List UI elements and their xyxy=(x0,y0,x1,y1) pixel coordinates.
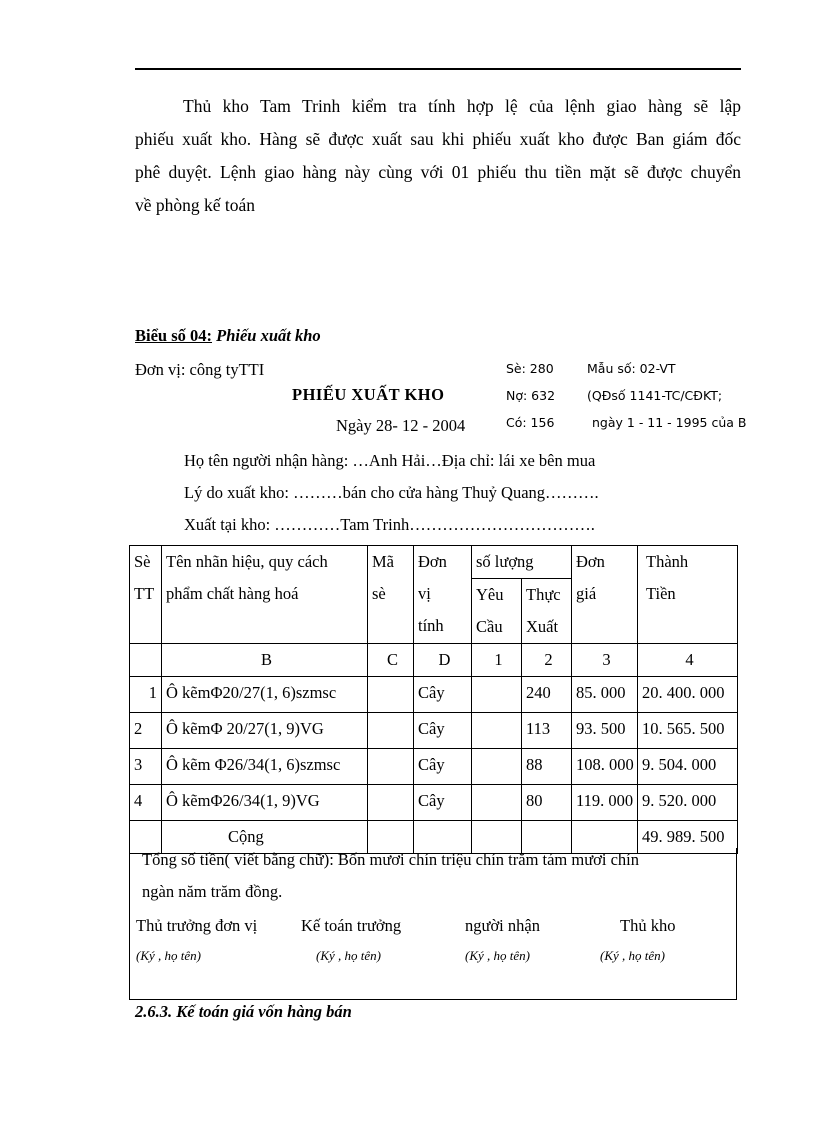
th-price: Đơn giá xyxy=(572,546,638,644)
cell-code xyxy=(368,713,414,749)
index-cell: C xyxy=(368,644,414,677)
table-row xyxy=(130,713,738,749)
cell-price: 108. 000 xyxy=(572,749,638,785)
th-code: Mã sè xyxy=(368,546,414,644)
decision-date: ngày 1 - 11 - 1995 của B xyxy=(592,415,747,430)
cell-qty-requested xyxy=(472,713,522,749)
index-cell: 1 xyxy=(472,644,522,677)
index-cell xyxy=(130,644,162,677)
th-qty-actual: Thực Xuất xyxy=(522,579,572,644)
cell-unit: Cây xyxy=(414,677,472,713)
caption-title: Phiếu xuất kho xyxy=(216,326,321,345)
table-row xyxy=(130,785,738,821)
form-code: Mẫu số: 02-VT xyxy=(587,361,676,376)
cell-qty-actual: 113 xyxy=(522,713,572,749)
index-cell: B xyxy=(162,644,368,677)
debit-account: Nợ: 632 xyxy=(506,388,556,403)
caption-label: Biểu số 04: xyxy=(135,326,213,345)
reason-line: Lý do xuất kho: ………bán cho cửa hàng Thuỷ Quang………. xyxy=(184,483,599,502)
cell-code xyxy=(368,749,414,785)
decision-ref: (QĐsố 1141-TC/CĐKT; xyxy=(587,388,723,403)
intro-line-2: phiếu xuất kho. Hàng sẽ được xuất sau khi phiếu xuất kho được Ban giám đốc xyxy=(135,129,741,149)
signer-chief-accountant: Kế toán trưởng xyxy=(301,916,402,935)
intro-paragraph xyxy=(135,90,741,222)
cell-name: Ô kẽmΦ20/27(1, 6)szmsc xyxy=(162,677,368,713)
top-rule xyxy=(135,68,741,70)
signer-receiver: người nhận xyxy=(465,916,540,935)
issue-table xyxy=(129,545,738,854)
cell-unit: Cây xyxy=(414,713,472,749)
cell-name: Ô kẽmΦ 20/27(1, 9)VG xyxy=(162,713,368,749)
th-total: Thành Tiền xyxy=(638,546,738,644)
cell-stt: 1 xyxy=(130,677,162,713)
form-date: Ngày 28- 12 - 2004 xyxy=(336,416,466,435)
cell-code xyxy=(368,677,414,713)
intro-line-1: Thủ kho Tam Trinh kiểm tra tính hợp lệ của lệnh giao hàng sẽ lập xyxy=(183,96,741,116)
cell-qty-requested xyxy=(472,785,522,821)
cell-total: 20. 400. 000 xyxy=(638,677,738,713)
index-cell: D xyxy=(414,644,472,677)
amount-in-words: Tổng số tiền( viết bằng chữ): Bốn mươi chín triệu chín trăm tám mươi chín xyxy=(142,850,640,869)
sign-note: (Ký , họ tên) xyxy=(316,948,381,963)
cell-total: 10. 565. 500 xyxy=(638,713,738,749)
header-row xyxy=(130,546,738,579)
sign-note: (Ký , họ tên) xyxy=(136,948,201,963)
th-stt: Sè TT xyxy=(130,546,162,644)
amount-in-words-cont: ngàn năm trăm đồng. xyxy=(142,882,283,901)
cell-code xyxy=(368,785,414,821)
cell-qty-actual: 88 xyxy=(522,749,572,785)
unit-label: Đơn vị: công tyTTI xyxy=(135,360,265,379)
cell-stt: 3 xyxy=(130,749,162,785)
index-cell: 2 xyxy=(522,644,572,677)
table-row xyxy=(130,677,738,713)
cell-stt: 2 xyxy=(130,713,162,749)
cell-unit: Cây xyxy=(414,785,472,821)
intro-line-3: phê duyệt. Lệnh giao hàng này cùng với 01 phiếu thu tiền mặt sẽ được chuyển xyxy=(135,162,741,182)
cell-stt: 4 xyxy=(130,785,162,821)
index-row xyxy=(130,644,738,677)
cell-name: Ô kẽmΦ26/34(1, 9)VG xyxy=(162,785,368,821)
cell-qty-requested xyxy=(472,677,522,713)
index-cell: 3 xyxy=(572,644,638,677)
sign-note: (Ký , họ tên) xyxy=(465,948,530,963)
cell-unit: Cây xyxy=(414,749,472,785)
intro-line-4: về phòng kế toán xyxy=(135,195,256,215)
credit-account: Có: 156 xyxy=(506,415,555,430)
section-heading: 2.6.3. Kế toán giá vốn hàng bán xyxy=(135,1002,352,1021)
signer-director: Thủ trưởng đơn vị xyxy=(136,916,258,935)
cell-qty-actual: 80 xyxy=(522,785,572,821)
cell-price: 85. 000 xyxy=(572,677,638,713)
cell-total: 9. 520. 000 xyxy=(638,785,738,821)
th-unit: Đơn vị tính xyxy=(414,546,472,644)
th-qty-requested: Yêu Cầu xyxy=(472,579,522,644)
table-row xyxy=(130,749,738,785)
cell-qty-actual: 240 xyxy=(522,677,572,713)
cell-name: Ô kẽm Φ26/34(1, 6)szmsc xyxy=(162,749,368,785)
receiver-line: Họ tên người nhận hàng: …Anh Hải…Địa chỉ: lái xe bên mua xyxy=(184,451,596,470)
cell-price: 119. 000 xyxy=(572,785,638,821)
voucher-number: Sè: 280 xyxy=(506,361,554,376)
form-caption xyxy=(135,326,321,346)
th-name: Tên nhãn hiệu, quy cách phẩm chất hàng hoá xyxy=(162,546,368,644)
signer-storekeeper: Thủ kho xyxy=(620,916,676,935)
sum-total: 49. 989. 500 xyxy=(638,821,738,854)
warehouse-line: Xuất tại kho: …………Tam Trinh……………………………. xyxy=(184,515,595,534)
sum-label: Cộng xyxy=(162,821,368,854)
form-title: PHIẾU XUẤT KHO xyxy=(292,385,445,404)
cell-qty-requested xyxy=(472,749,522,785)
th-quantity: số lượng xyxy=(472,546,572,579)
footer-box xyxy=(129,848,737,1000)
sign-note: (Ký , họ tên) xyxy=(600,948,665,963)
cell-price: 93. 500 xyxy=(572,713,638,749)
cell-total: 9. 504. 000 xyxy=(638,749,738,785)
index-cell: 4 xyxy=(638,644,738,677)
